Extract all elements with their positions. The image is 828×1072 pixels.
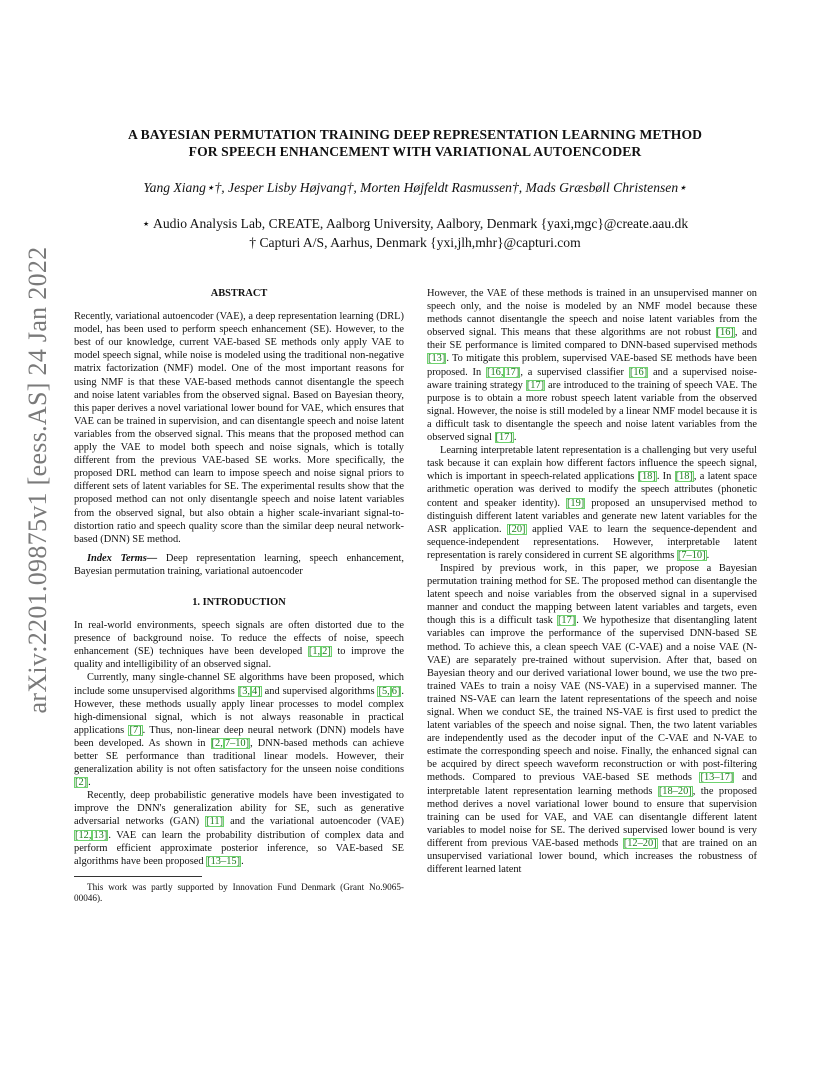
abstract-heading: ABSTRACT [210, 288, 268, 299]
citation-link[interactable]: [12–20] [623, 837, 657, 849]
citation-link[interactable]: [13] [428, 353, 446, 365]
text-run: and a supervised noise-aware training strategy [427, 366, 757, 391]
text-run: and interpretable latent representation learning methods [427, 772, 757, 797]
text-run: Learning interpretable latent representation is a challenging but very useful task because it can explain how different factors influence the speech signal, which is important in speech-related applications [427, 445, 757, 483]
intro-paragraph-2 [74, 671, 404, 789]
text-run: . VAE can learn the probability distribution of complex data and perform efficient approximate posterior inference, so VAE-based SE algorithms have been proposed [74, 829, 404, 867]
text-run: , and their SE performance is limited compared to DNN-based supervised methods [427, 327, 758, 352]
citation-link[interactable]: [19] [566, 497, 585, 509]
citation-link[interactable]: [1, [308, 646, 321, 658]
citation-link[interactable]: [2] [75, 777, 88, 789]
text-run: , a supervised classifier [520, 366, 629, 378]
right-column [427, 287, 757, 876]
text-run: applied VAE to learn the sequence-dependent and sequence-independent representations. However, interpretable latent representation is rarely considered in current SE algorithms [427, 523, 757, 561]
citation-link[interactable]: [7] [129, 724, 142, 736]
index-terms-text: Deep representation learning, speech enhancement, Bayesian permutation training, variational autoencoder [74, 552, 404, 577]
index-terms [74, 552, 404, 578]
arxiv-stamp [16, 0, 60, 1072]
text-run: . However, these methods usually apply linear processes to model complex high-dimensional signal, which is not always reasonable in practical applications [74, 685, 405, 736]
text-run: to improve the quality and intelligibility of an observed signal. [74, 646, 404, 671]
citation-link[interactable]: [13–17] [700, 772, 734, 784]
text-run: , a latent space arithmetic operation was derived to modify the speech attributes (phonetic content and speaker identity). [427, 471, 757, 509]
affiliation-2: † Capturi A/S, Aarhus, Denmark {yxi,jlh,mhr}@capturi.com [249, 235, 581, 250]
affiliation-1: ⋆ Audio Analysis Lab, CREATE, Aalborg University, Aalbory, Denmark {yaxi,mgc}@create.aau.dk [141, 216, 689, 231]
citation-link[interactable]: [13–15] [207, 855, 241, 867]
text-run: , the proposed method derives a novel variational lower bound to ensure that supervision training can be used for VAE, and VAE can disentangle different latent variables to model noise for SE. The derived supervised lower bound is very different from previous VAE-based methods [427, 785, 757, 849]
text-run: and the variational autoencoder (VAE) [224, 816, 404, 828]
footnote: This work was partly supported by Innovation Fund Denmark (Grant No.9065-00046). [74, 881, 404, 904]
text-run: However, the VAE of these methods is trained in an unsupervised manner on speech only, and the noise is modeled by an NMF model because these methods cannot disentangle the speech and noise latent variables from the observed signal. This means that these algorithms are not robust [427, 288, 757, 339]
text-run: that are trained on an unsupervised variational lower bound, which increases the robustness of different learned latent [427, 837, 757, 876]
text-run: Inspired by previous work, in this paper, we propose a Bayesian permutation training method for SE. The proposed method can disentangle the latent speech and noise variables from the observed signal in a supervised manner and conduct the mapping between latent variables and targets, even though this is a difficult task [427, 562, 757, 627]
citation-link[interactable]: [16] [716, 327, 734, 339]
text-run: and supervised algorithms [261, 685, 378, 697]
citation-link[interactable]: [18–20] [658, 785, 692, 797]
text-run: , DNN-based methods can achieve better SE performance than traditional linear models. However, their generalization ability is not often satisfactory for the unseen noise conditions [74, 737, 404, 776]
text-run: . [513, 432, 517, 444]
citation-link[interactable]: [18] [638, 471, 656, 483]
abstract-text: Recently, variational autoencoder (VAE), a deep representation learning (DRL) model, has been used to perform speech enhancement (SE). However, to the best of our knowledge, current VAE-based SE methods only apply VAE to model speech signal, while noise is modeled using the traditional non-negative matrix factorization (NMF) model. One of the most important reasons for using NMF is that these VAE-based methods cannot disentangle the speech and noise latent variables from the observed signal. Based on Bayesian theory, this paper derives a novel variational lower bound for VAE, which ensures that VAE can be trained in supervision, and can disentangle speech and noise latent variables from the observed signal. This means that the proposed method can apply the VAE to model both speech and noise signals, which is totally different from the previous VAE-based SE works. More specifically, the proposed DRL method can learn to impose speech and noise signal priors to different sets of latent variables for SE. The experimental results show that the proposed method can not only disentangle speech and noise latent variables from the observed signal, but also obtain a higher scale-invariant signal-to-distortion ratio and speech quality score than the similar deep neural network-based (DNN) SE method. [74, 311, 404, 545]
right-paragraph-1 [427, 287, 757, 444]
citation-link[interactable]: [2, [211, 737, 223, 749]
author-list: Yang Xiang⋆†, Jesper Lisby Højvang†, Morten Højfeldt Rasmussen†, Mads Græsbøll Christensen⋆ [143, 180, 687, 195]
citation-link[interactable]: 13] [93, 829, 108, 841]
footnote-rule [74, 876, 202, 877]
citation-link[interactable]: [20] [508, 523, 526, 535]
citation-link[interactable]: [17] [495, 432, 513, 444]
paper-title [70, 126, 760, 160]
citation-link[interactable]: [7–10] [677, 549, 706, 561]
text-run: . [706, 549, 710, 561]
intro-paragraph-3 [74, 789, 404, 868]
affiliations [70, 214, 760, 252]
title-line-2: FOR SPEECH ENHANCEMENT WITH VARIATIONAL AUTOENCODER [188, 144, 642, 159]
text-run: . To mitigate this problem, supervised VAE-based SE methods have been proposed. In [427, 353, 757, 378]
text-run: . We hypothesize that disentangling latent variables can improve the performance of the supervised DNN-based SE method. To achieve this, a clean speech VAE (C-VAE) and a noise VAE (N-VAE) are separately pre-trained without supervision. After that, based on Bayesian theory and our derived variational lower bound, we use the two pre-trained VAEs to train a noisy VAE (NS-VAE) in a supervised manner. The trained NS-VAE can learn the latent representations of the speech and noise signal. When we conduct SE, the trained NS-VAE is first used to predict the latent variables of the speech and noise signal. Then, the two latent variables are independently used as the decoder input of the C-VAE and N-VAE to estimate the corresponding speech and noise. Finally, the enhanced signal can be acquired by direct speech waveform reconstruction or with post-filtering methods. Compared to previous VAE-based SE methods [427, 615, 757, 784]
citation-link[interactable]: [17] [557, 615, 576, 627]
citation-link[interactable]: [16] [629, 366, 648, 378]
text-run: . Thus, non-linear deep neural network (DNN) models have been developed. As shown in [74, 724, 404, 749]
left-column [74, 287, 404, 905]
intro-heading: 1. INTRODUCTION [192, 596, 286, 608]
citation-link[interactable]: [18] [675, 471, 693, 483]
text-run: In real-world environments, speech signals are often distorted due to the presence of background noise. To reduce the effects of noise, speech enhancement (SE) techniques have been developed [74, 620, 404, 658]
citation-link[interactable]: 7–10] [224, 737, 250, 749]
citation-link[interactable]: [3, [238, 685, 250, 697]
citation-link[interactable]: [5, [378, 685, 390, 697]
text-run: proposed an unsupervised method to distinguish different latent variables and generate new latent variables for the ASR application. [427, 497, 757, 535]
right-paragraph-3 [427, 562, 757, 876]
text-run: Currently, many single-channel SE algorithms have been proposed, which include some unsupervised algorithms [74, 672, 404, 697]
text-run: are introduced to the training of speech VAE. The purpose is to obtain a more robust speech latent variable from the observed signal. However, the noise is still modeled by a linear NMF model because it is a difficult task to disentangle the speech and noise latent variables from the observed signal [427, 379, 757, 444]
citation-link[interactable]: 6] [391, 685, 401, 697]
index-terms-label: Index Terms— [87, 552, 158, 564]
right-paragraph-2 [427, 444, 757, 562]
citation-link[interactable]: [11] [206, 816, 224, 828]
intro-paragraph-1 [74, 619, 404, 671]
citation-link[interactable]: [12, [75, 829, 92, 841]
text-run: . In [656, 471, 675, 483]
citation-link[interactable]: 17] [505, 366, 520, 378]
text-run: . [88, 777, 91, 789]
citation-link[interactable]: 2] [322, 646, 331, 658]
citation-link[interactable]: 4] [252, 685, 261, 697]
text-run: . [241, 855, 244, 867]
citation-link[interactable]: [16, [487, 366, 504, 378]
citation-link[interactable]: [17] [526, 379, 545, 391]
title-line-1: A BAYESIAN PERMUTATION TRAINING DEEP REPRESENTATION LEARNING METHOD [127, 127, 703, 142]
text-run: Recently, deep probabilistic generative models have been investigated to improve the DNN's generalization ability for SE, such as generative adversarial networks (GAN) [74, 790, 404, 828]
arxiv-stamp-text: arXiv:2201.09875v1 [eess.AS] 24 Jan 2022 [23, 246, 52, 714]
